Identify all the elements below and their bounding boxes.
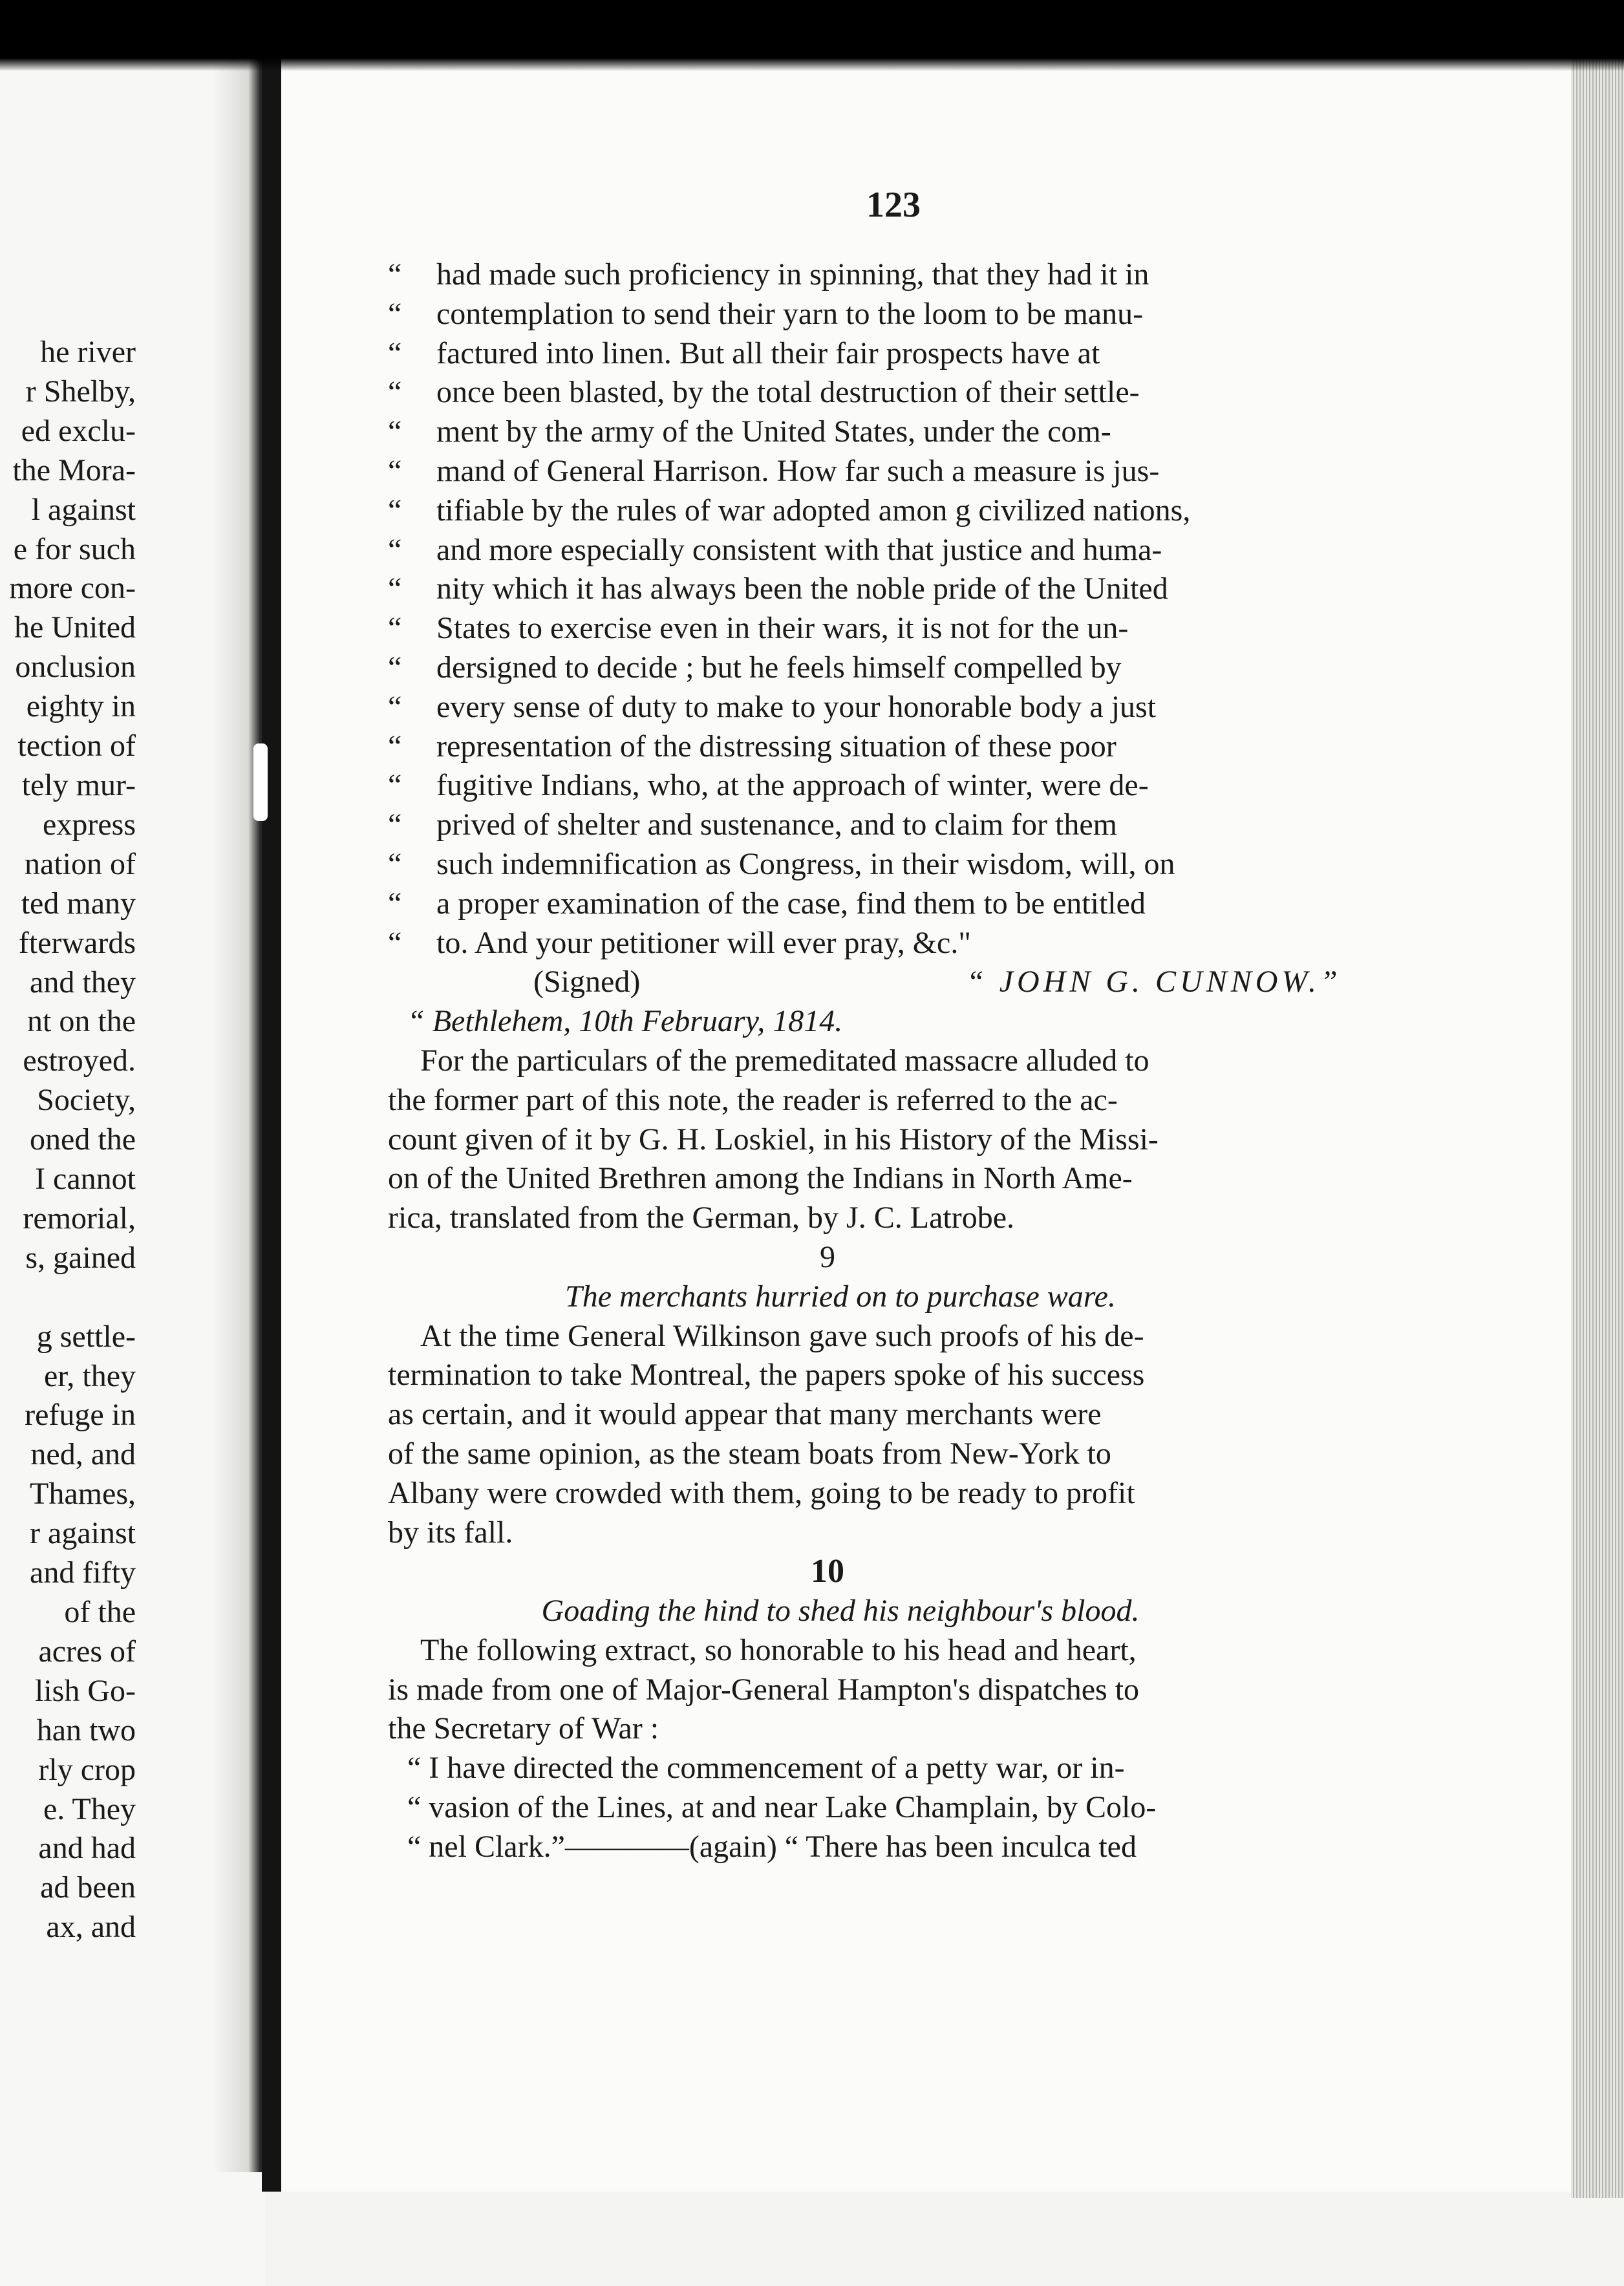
- petition-text: contemplation to send their yarn to the loom to be manu-: [436, 296, 1144, 331]
- quote-mark: “: [388, 493, 402, 528]
- left-page-fragment: express: [43, 807, 136, 842]
- petition-line: [388, 648, 1371, 688]
- left-page-fragment: s, gained: [25, 1240, 136, 1275]
- quote-mark: “: [388, 807, 402, 842]
- paragraph-line: count given of it by G. H. Loskiel, in his History of the Missi-: [388, 1122, 1159, 1157]
- page-stack-edge: [1571, 39, 1624, 2198]
- petition-text: such indemnification as Congress, in their wisdom, will, on: [436, 846, 1175, 881]
- left-page-fragment: ax, and: [46, 1910, 136, 1945]
- left-page-fragment: ed exclu-: [21, 413, 136, 448]
- quote-line: “ I have directed the commencement of a petty war, or in-: [407, 1751, 1125, 1786]
- left-page-fragment: he United: [14, 610, 136, 645]
- left-page-fragment: oned the: [30, 1122, 136, 1157]
- quote-mark: “: [388, 296, 402, 331]
- left-page-fragment: refuge in: [25, 1398, 136, 1433]
- left-page-fragment: estroyed.: [23, 1043, 136, 1078]
- petition-line: [388, 452, 1371, 491]
- left-page-fragment: the Mora-: [12, 453, 136, 487]
- place-date: “ Bethlehem, 10th February, 1814.: [407, 1004, 843, 1039]
- paragraph-line: For the particulars of the premeditated massacre alluded to: [420, 1043, 1149, 1078]
- petition-text: prived of shelter and sustenance, and to claim for them: [436, 807, 1117, 842]
- left-page-fragment: I cannot: [35, 1162, 136, 1197]
- paragraph-line: by its fall.: [388, 1515, 513, 1550]
- loskiel-paragraph: [388, 1042, 1371, 1238]
- petition-line: [388, 845, 1371, 884]
- left-page-fragment: Society,: [37, 1083, 136, 1118]
- left-page-fragment: of the: [64, 1594, 136, 1629]
- petition-text: nity which it has always been the noble pride of the United: [436, 572, 1168, 606]
- left-page-fragment: nation of: [25, 846, 136, 881]
- paragraph-line: the Secretary of War :: [388, 1711, 659, 1746]
- left-page-fragment: l against: [31, 492, 136, 527]
- left-page-fragment: ned, and: [30, 1437, 136, 1472]
- petition-line: [388, 884, 1371, 924]
- petition-line: [388, 491, 1371, 531]
- petition-line: [388, 688, 1371, 727]
- quote-mark: “: [388, 572, 402, 606]
- paragraph-line: is made from one of Major-General Hampton's dispatches to: [388, 1672, 1140, 1707]
- left-page-fragment: eighty in: [26, 689, 136, 724]
- paragraph-line: Albany were crowded with them, going to be ready to profit: [388, 1475, 1135, 1510]
- left-page-fragment: ad been: [40, 1870, 136, 1905]
- petition-line: [388, 412, 1371, 452]
- signature-name: “ JOHN G. CUNNOW.”: [967, 965, 1341, 999]
- quote-mark: “: [388, 375, 402, 410]
- quote-line: “ vasion of the Lines, at and near Lake Champlain, by Colo-: [407, 1790, 1157, 1825]
- quote-mark: “: [388, 453, 402, 488]
- petition-line: [388, 924, 1371, 963]
- quote-mark: “: [388, 532, 402, 567]
- quote-mark: “: [388, 925, 402, 960]
- signature-line: [388, 963, 1371, 1002]
- left-page-fragment: onclusion: [15, 650, 136, 685]
- paragraph-line: as certain, and it would appear that many merchants were: [388, 1397, 1102, 1432]
- petition-line: [388, 295, 1371, 334]
- left-page-fragment: acres of: [38, 1634, 136, 1669]
- left-page-fragment: er, they: [43, 1358, 136, 1393]
- page-body: [388, 255, 1371, 1867]
- left-page-text: [0, 333, 136, 1947]
- note-10-heading: Goading the hind to shed his neighbour's blood.: [541, 1594, 1140, 1629]
- left-page-fragment: he river: [40, 335, 136, 369]
- petition-text: representation of the distressing situation of these poor: [436, 729, 1116, 764]
- quote-line: “ nel Clark.”————(again) “ There has been inculca ted: [407, 1829, 1137, 1864]
- left-page-fragment: e for such: [13, 531, 136, 566]
- left-page-fragment: g settle-: [36, 1319, 136, 1354]
- left-page-fragment: and they: [30, 965, 136, 999]
- petition-line: [388, 766, 1371, 806]
- left-page-fragment: tection of: [17, 729, 136, 764]
- petition-line: [388, 609, 1371, 648]
- note-10-number: 10: [811, 1553, 844, 1590]
- petition-line: [388, 373, 1371, 412]
- petition-text: dersigned to decide ; but he feels himself compelled by: [436, 650, 1122, 685]
- hampton-quote: [388, 1749, 1371, 1866]
- left-page-fragment: nt on the: [27, 1004, 136, 1039]
- note-10-paragraph: [388, 1631, 1371, 1749]
- petition-line: [388, 727, 1371, 767]
- petition-line: [388, 806, 1371, 845]
- petition-text: mand of General Harrison. How far such a measure is jus-: [436, 453, 1160, 488]
- petition-text: had made such proficiency in spinning, that they had it in: [436, 257, 1149, 292]
- petition-text: a proper examination of the case, find them to be entitled: [436, 886, 1146, 921]
- petition-text: States to exercise even in their wars, it is not for the un-: [436, 611, 1129, 646]
- left-page-fragment: han two: [36, 1713, 136, 1747]
- quote-mark: “: [388, 650, 402, 685]
- left-page-fragment: tely mur-: [21, 767, 136, 802]
- left-page-fragment: r Shelby,: [25, 374, 136, 409]
- left-page-fragment: Thames,: [30, 1477, 136, 1512]
- quote-mark: “: [388, 611, 402, 646]
- left-page-fragment: and had: [38, 1831, 136, 1866]
- petition-text: factured into linen. But all their fair prospects have at: [436, 336, 1100, 370]
- left-page-fragment: fterwards: [18, 925, 136, 960]
- paragraph-line: the former part of this note, the reader is referred to the ac-: [388, 1082, 1118, 1117]
- quote-mark: “: [388, 729, 402, 764]
- left-page-fragment: and fifty: [30, 1555, 136, 1590]
- petition-text: ment by the army of the United States, under the com-: [436, 414, 1111, 449]
- note-9-number: 9: [820, 1239, 835, 1274]
- paragraph-line: on of the United Brethren among the Indians in North Ame-: [388, 1161, 1133, 1196]
- paragraph-line: rica, translated from the German, by J. C. Latrobe.: [388, 1201, 1014, 1235]
- petition-text: once been blasted, by the total destruction of their settle-: [436, 375, 1140, 410]
- petition-text: and more especially consistent with that justice and huma-: [436, 532, 1162, 567]
- left-page-fragment: e. They: [43, 1791, 136, 1826]
- book-gutter: [262, 26, 281, 2192]
- left-page-fragment: [0, 1278, 136, 1318]
- left-page-fragment: lish Go-: [35, 1673, 136, 1708]
- signed-label: (Signed): [533, 965, 641, 999]
- left-page-fragment: remorial,: [23, 1201, 136, 1235]
- scan-border: [0, 0, 1624, 71]
- quote-mark: “: [388, 689, 402, 724]
- left-page-fragment: more con-: [9, 571, 136, 606]
- paragraph-line: termination to take Montreal, the papers spoke of his success: [388, 1358, 1145, 1393]
- quote-mark: “: [388, 886, 402, 921]
- quote-mark: “: [388, 846, 402, 881]
- note-9-heading: The merchants hurried on to purchase ware.: [565, 1279, 1116, 1314]
- page-tear: [253, 743, 268, 821]
- petition-text: to. And your petitioner will ever pray, &c.": [436, 925, 971, 960]
- paragraph-line: The following extract, so honorable to his head and heart,: [420, 1632, 1137, 1667]
- page-number: 123: [866, 185, 921, 225]
- quote-mark: “: [388, 768, 402, 803]
- left-page-fragment: r against: [30, 1516, 136, 1551]
- petition-text: every sense of duty to make to your honorable body a just: [436, 689, 1157, 724]
- petition-line: [388, 255, 1371, 295]
- paragraph-line: At the time General Wilkinson gave such proofs of his de-: [420, 1318, 1144, 1353]
- note-9-paragraph: [388, 1317, 1371, 1553]
- petition-line: [388, 570, 1371, 609]
- petition-block: [388, 255, 1371, 963]
- paragraph-line: of the same opinion, as the steam boats from New-York to: [388, 1436, 1111, 1471]
- petition-text: tifiable by the rules of war adopted amon g civilized nations,: [436, 493, 1191, 528]
- left-page-fragment: ted many: [21, 886, 136, 921]
- petition-line: [388, 531, 1371, 570]
- petition-line: [388, 334, 1371, 374]
- petition-text: fugitive Indians, who, at the approach of winter, were de-: [436, 768, 1149, 803]
- left-page-fragment: rly crop: [38, 1752, 136, 1787]
- quote-mark: “: [388, 336, 402, 370]
- quote-mark: “: [388, 257, 402, 292]
- quote-mark: “: [388, 414, 402, 449]
